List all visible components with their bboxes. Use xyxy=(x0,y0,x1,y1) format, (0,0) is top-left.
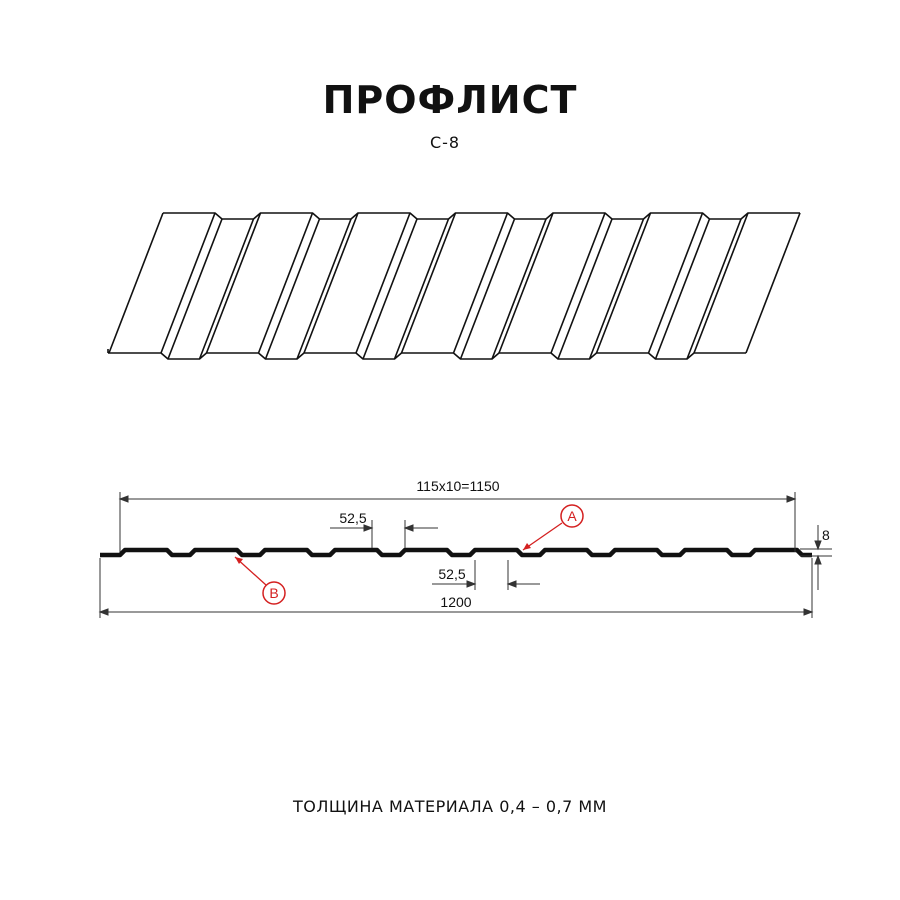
material-thickness-note: ТОЛЩИНА МАТЕРИАЛА 0,4 – 0,7 ММ xyxy=(293,797,607,816)
callout-a-label: A xyxy=(567,508,577,524)
product-title: ПРОФЛИСТ xyxy=(322,78,578,122)
model-label: С-8 xyxy=(429,133,461,152)
dimension-bottom-width-label: 52,5 xyxy=(438,566,466,582)
dimension-top-rib-width-label: 52,5 xyxy=(339,510,367,526)
dimension-top-span xyxy=(120,492,795,552)
profile-outline xyxy=(100,550,812,555)
dimension-total-width-label: 1200 xyxy=(440,594,472,610)
callout-b-label: B xyxy=(269,585,279,601)
dimension-top-span-label: 115x10=1150 xyxy=(416,478,500,494)
dimension-height-label: 8 xyxy=(822,527,830,543)
